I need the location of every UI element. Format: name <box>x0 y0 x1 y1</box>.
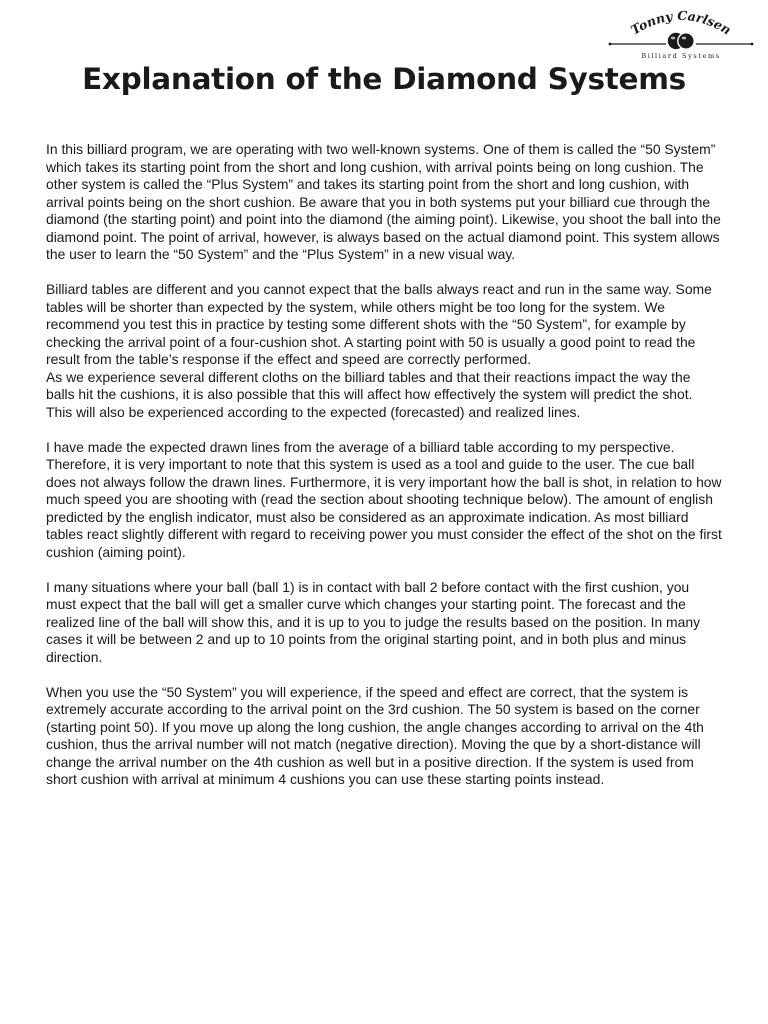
paragraph-5: When you use the “50 System” you will experience, if the speed and effect are correct, that the system is extremely accurate according to the arrival point on the 3rd cushion. The 50 system is based on the corner (starting point 50). If you move up along the long cushion, the angle changes according to arrival on the 4th cushion, thus the arrival number will not match (negative direction). Moving the que by a short-distance will change the arrival number on the 4th cushion as well but in a positive direction. If the system is used from short cushion with arrival at minimum 4 cushions you can use these starting points instead. <box>46 683 704 787</box>
page-title: Explanation of the Diamond Systems <box>82 62 686 96</box>
document-body <box>46 141 722 806</box>
billiard-balls-icon <box>606 8 756 52</box>
paragraph-2: Billiard tables are different and you cannot expect that the balls always react and run in the same way. Some tables will be shorter than expected by the system, while others might be too long for the system. We recommend you test this in practice by testing some different shots with the “50 System”, for example by checking the arrival point of a four-cushion shot. A starting point with 50 is usually a good point to read the result from the table’s response if the effect and speed are correctly performed. As we experience several different cloths on the billiard tables and that their reactions impact the way the balls hit the cushions, it is also possible that this will affect how effectively the system will predict the shot. This will also be experienced according to the expected (forecasted) and realized lines. <box>46 281 712 420</box>
brand-logo <box>606 8 756 64</box>
logo-subtitle: Billiard Systems <box>641 52 721 60</box>
logo-script-name: Tonny Carlsen <box>628 8 734 38</box>
paragraph-3: I have made the expected drawn lines from the average of a billiard table according to my perspective. Therefore, it is very important to note that this system is used as a tool and guide to the user. The cue ball does not always follow the drawn lines. Furthermore, it is very important how the ball is shot, in relation to how much speed you are shooting with (read the section about shooting technique below). The amount of english predicted by the english indicator, must also be considered as an approximate indication. As most billiard tables react slightly different with regard to receiving power you must consider the effect of the shot on the first cushion (aiming point). <box>46 438 722 560</box>
paragraph-1: In this billiard program, we are operating with two well-known systems. One of them is called the “50 System” which takes its starting point from the short and long cushion, with arrival points being on long cushion. The other system is called the “Plus System” and takes its starting point from the short and long cushion, with arrival points being on the short cushion. Be aware that you in both systems put your billiard cue through the diamond (the starting point) and point into the diamond (the aiming point). Likewise, you shoot the ball into the diamond point. The point of arrival, however, is always based on the actual diamond point. This system allows the user to learn the “50 System” and the “Plus System” in a new visual way. <box>46 141 721 262</box>
paragraph-4: I many situations where your ball (ball 1) is in contact with ball 2 before contact with the first cushion, you must expect that the ball will get a smaller curve which changes your starting point. The forecast and the realized line of the ball will show this, and it is up to you to judge the results based on the position. In many cases it will be between 2 and up to 10 points from the original starting point, and in both plus and minus direction. <box>46 578 701 665</box>
